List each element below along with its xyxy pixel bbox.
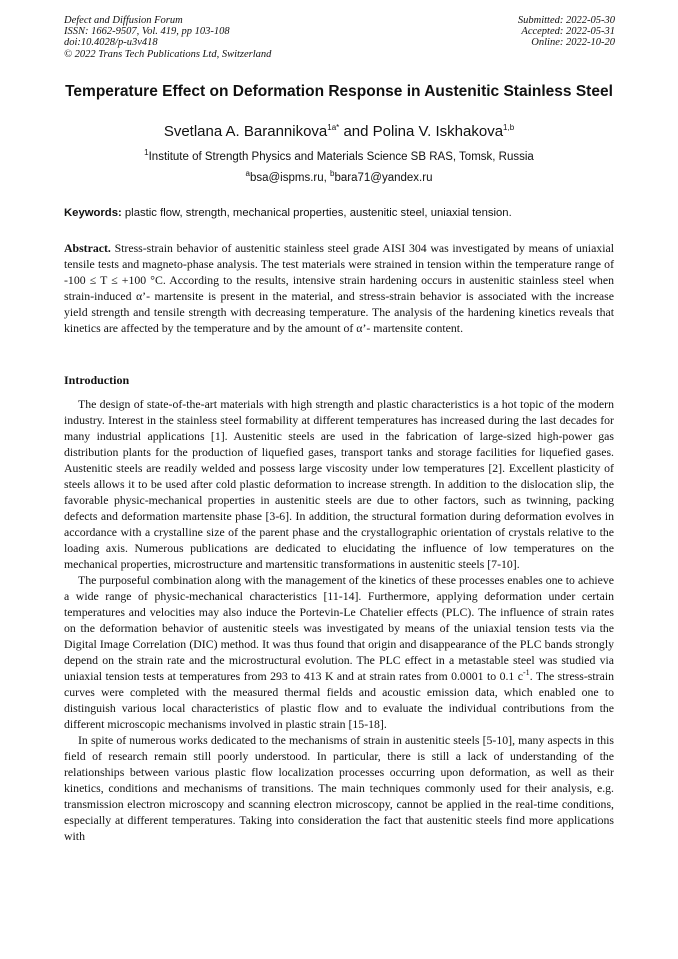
paragraph: In spite of numerous works dedicated to the mechanisms of strain in austenitic steels [5-10], many aspects in this field of research remain still poorly understood. In particular, there is still a lack of understanding of the relationships between various plastic flow localization processes occurring upon deformation, as well as their kinetics, conditions and mechanisms of transitions. The main techniques commonly used for their analysis, e.g. transmission electron microscopy and scanning electron microscopy, cannot be applied in the real-time conditions, especially at different temperatures. Taking into consideration the fact that austenitic steels find more applications with (64, 733, 614, 843)
dates-header (518, 15, 615, 49)
emails-line (64, 171, 614, 185)
affiliation-text: Institute of Strength Physics and Materials Science SB RAS, Tomsk, Russia (148, 151, 534, 163)
paper-title: Temperature Effect on Deformation Response in Austenitic Stainless Steel (65, 83, 613, 100)
journal-doi: doi:10.4028/p-u3v418 (64, 37, 158, 49)
author-2-affiliation-mark: 1,b (503, 123, 515, 132)
keywords (64, 206, 615, 220)
paragraph: The design of state-of-the-art materials with high strength and plastic characteristics is a hot topic of the modern industry. Interest in the stainless steel formability at different temperatures has increased during the last decades for many industrial applications [1]. Austenitic steels are used in the fabrication of large-sized high-power gas distribution plants for the production of liquefied gases, transport tanks and storage facilities for liquefied gases. Austenitic steels are readily welded and possess large viscosity under low temperatures [2]. Excellent plasticity of steels allows it to be used after cold plastic deformation to increase strength. In addition to the dislocation slip, the favorable physic-mechanical properties in austenitic steels are due to other factors, such as twinning, packing defects and deformation martensite phase [3-6]. In addition, the structural formation during deformation evolves in accordance with a crystalline size of the parent phase and the crystallographic orientation of crystals relative to the loading axis. Numerous publications are dedicated to elucidating the influence of low temperatures on the mechanical properties, microstructure and martensitic transformations in austenitic steels [7-10]. (64, 397, 614, 571)
abstract-label: Abstract. (64, 241, 111, 255)
keywords-label: Keywords: (64, 207, 122, 219)
online-date: Online: 2022-10-20 (531, 37, 615, 49)
journal-header (64, 15, 271, 60)
affiliation (64, 150, 614, 164)
keywords-text: plastic flow, strength, mechanical properties, austenitic steel, uniaxial tension. (121, 207, 512, 219)
author-2: Polina V. Iskhakova (372, 123, 504, 140)
email-b[interactable]: bara71@yandex.ru (334, 172, 433, 184)
section-heading-introduction: Introduction (64, 373, 130, 387)
accepted-date: Accepted: 2022-05-31 (521, 26, 615, 38)
abstract-text: Stress-strain behavior of austenitic stainless steel grade AISI 304 was investigated by means of uniaxial tensile tests and magneto-phase analysis. The test materials were strained in tension within the temperature range of -100 ≤ T ≤ +100 °C. According to the results, intensive strain hardening occurs in austenitic stainless steel when strain-induced α’- martensite is present in the material, and stress-strain behavior is associated with the increase yield strength and tensile strength with decreasing temperature. The analysis of the hardening kinetics reveals that kinetics are affected by the temperature and by the amount of α’- martensite content. (64, 241, 614, 335)
superscript: -1 (523, 668, 530, 678)
authors-line (64, 123, 614, 141)
author-1: Svetlana A. Barannikova (163, 123, 328, 140)
author-1-affiliation-mark: 1a* (327, 123, 340, 132)
paragraph-text: The purposeful combination along with the management of the kinetics of these processes enables one to achieve a wide range of physic-mechanical characteristics [11-14]. Furthermore, applying deformation under certain temperatures and velocities may also induce the Portevin-Le Chatelier effects (PLC). The influence of strain rates on the deformation behavior of austenitic steels was investigated by means of the uniaxial tension tests via the Digital Image Correlation (DIC) method. It was thus found that origin and disappearance of the PLC bands strongly depend on the strain rate and the microstructural evolution. The PLC effect in a metastable steel was studied via uniaxial tension tests at temperatures from 293 to 413 K and at strain rates from 0.0001 to 0.1 c (64, 573, 614, 683)
paragraph (64, 572, 614, 732)
authors-conjunction: and (339, 123, 373, 140)
email-b-mark: b (330, 169, 335, 179)
paragraph-text: . The stress-strain curves were completed with the measured thermal fields and acoustic emission data, which enabled one to distinguish various local characteristics of plastic flow and to evaluate the individual contributions from the different microscopic mechanisms involved in plastic strain [15-18]. (64, 669, 614, 731)
journal-issn: ISSN: 1662-9507, Vol. 419, pp 103-108 (64, 26, 230, 38)
journal-name: Defect and Diffusion Forum (64, 15, 183, 26)
affiliation-mark: 1 (144, 148, 149, 158)
submitted-date: Submitted: 2022-05-30 (517, 15, 615, 26)
abstract (64, 240, 614, 336)
email-a[interactable]: bsa@ispms.ru, (249, 172, 331, 184)
introduction-body (64, 396, 614, 844)
copyright: © 2022 Trans Tech Publications Ltd, Switzerland (64, 48, 272, 60)
email-a-mark: a (245, 169, 250, 179)
